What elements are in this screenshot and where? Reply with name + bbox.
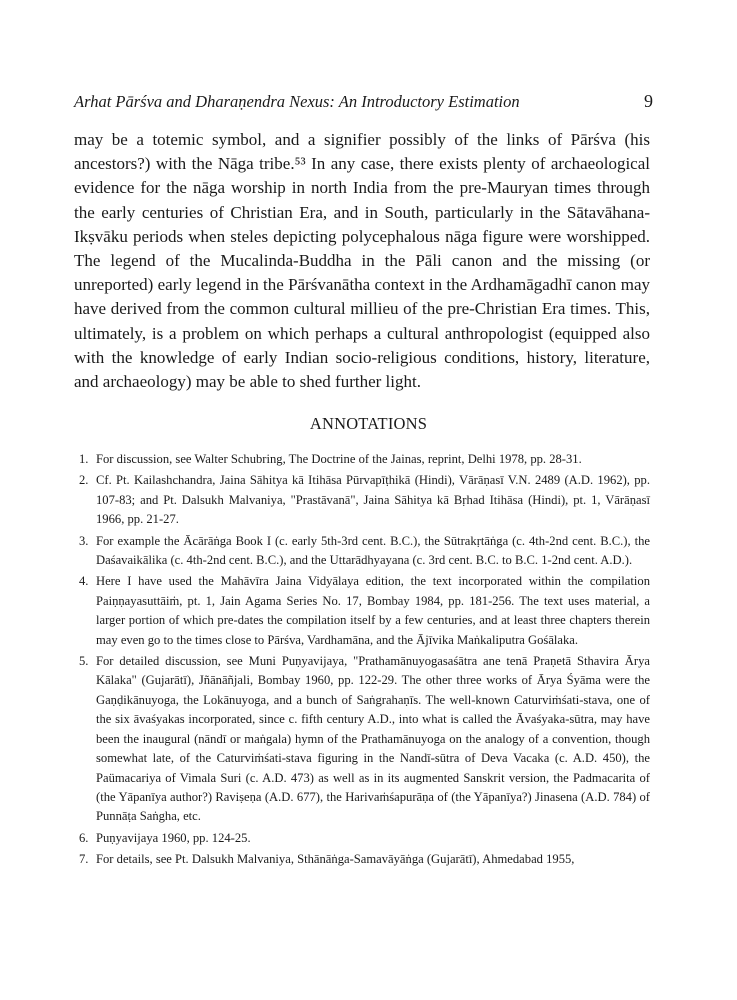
- annotation-text: Puṇyavijaya 1960, pp. 124-25.: [96, 830, 251, 845]
- annotations-list: [74, 450, 650, 872]
- annotation-text: For details, see Pt. Dalsukh Malvaniya, Sthānāṅga-Samavāyāṅga (Gujarātī), Ahmedabad 1955,: [96, 852, 575, 867]
- annotation-text: For detailed discussion, see Muni Puṇyavijaya, "Prathamānuyogasaśātra ane tenā Praṇetā Sthavira Ārya Kālaka" (Gujarātī), Jñānāñjali, Bombay 1960, pp. 122-29. The other three works of Ārya Śyāma were the Gaṇḍikānuyoga, the Lokānuyoga, and a bunch of Saṅgrahaṇīs. The well-known Caturviṁśati-stava, one of the six āvaśyakas incorporated, since c. fifth century A.D., into what is called the Āvaśyaka-sūtra, may have been the inaugural (nāndī or maṅgala) hymn of the Prathamānuyoga on the analogy of a convention, though somewhat late, of the Caturviṁśati-stava figuring in the Nandī-sūtra of Deva Vacaka (c. A.D. 450), the Paümacariya of Vimala Suri (c. A.D. 473) as well as in its augmented Sanskrit version, the Padmacarita of (the Yāpanīya author?) Raviṣeṇa (A.D. 677), the Harivaṁśapurāṇa of (the Yāpanīya?) Jinasena (A.D. 784) of Punnāṭa Saṅgha, etc.: [96, 654, 650, 824]
- annotation-text: For example the Ācārāṅga Book I (c. early 5th-3rd cent. B.C.), the Sūtrakṛtāṅga (c. 4th-2nd cent. B.C.), the Daśavaikālika (c. 4th-2nd cent. B.C.), and the Uttarādhyayana (c. 3rd cent. B.C. to B.C. 1-2nd cent. A.D.).: [96, 533, 650, 568]
- annotation-number: 4.: [79, 574, 89, 589]
- annotation-number: 7.: [79, 852, 89, 867]
- annotation-text: Here I have used the Mahāvīra Jaina Vidyālaya edition, the text incorporated within the compilation Paiṇṇayasuttāiṁ, pt. 1, Jain Agama Series No. 17, Bombay 1984, pp. 181-256. The text uses material, a larger portion of which pre-dates the compilation itself by a few centuries, and at least three chapters therein may even go to the times close to Pārśva, Vardhamāna, and the Ājīvika Maṅkaliputra Gośālaka.: [96, 574, 650, 647]
- annotation-item: [74, 450, 650, 469]
- running-head: [74, 92, 653, 116]
- annotation-text: Cf. Pt. Kailashchandra, Jaina Sāhitya kā Itihāsa Pūrvapīṭhikā (Hindi), Vārāṇasī V.N. 2489 (A.D. 1962), pp. 107-83; and Pt. Dalsukh Malvaniya, "Prastāvanā", Jaina Sāhitya kā Bṛhad Itihāsa (Hindi), pt. 1, Vārāṇasī 1966, pp. 21-27.: [96, 473, 650, 527]
- annotation-item: [74, 572, 650, 650]
- annotation-item: [74, 532, 650, 571]
- running-title: Arhat Pārśva and Dharaṇendra Nexus: An Introductory Estimation: [74, 92, 520, 111]
- annotation-number: 6.: [79, 830, 89, 845]
- annotation-text: For discussion, see Walter Schubring, The Doctrine of the Jainas, reprint, Delhi 1978, pp. 28-31.: [96, 452, 582, 466]
- annotation-number: 5.: [79, 654, 89, 669]
- annotation-number: 2.: [79, 473, 89, 488]
- annotation-item: [74, 829, 650, 848]
- body-paragraph: may be a totemic symbol, and a signifier possibly of the links of Pārśva (his ancestors?) with the Nāga tribe.⁵³ In any case, there exists plenty of archaeological evidence for the nāga worship in north India from the pre-Mauryan times through the early centuries of Christian Era, and in South, particularly in the Sātavāhana-Ikṣvāku periods when steles depicting polycephalous nāga figure were worshipped. The legend of the Mucalinda-Buddha in the Pāli canon and the missing (or unreported) early legend in the Pārśvanātha context in the Ardhamāgadhī canon may have derived from the common cultural millieu of the pre-Christian Era times. This, ultimately, is a problem on which perhaps a cultural anthropologist (equipped also with the knowledge of early Indian socio-religious conditions, history, literature, and archaeology) may be able to shed further light.: [74, 130, 650, 392]
- annotations-heading: ANNOTATIONS: [309, 414, 428, 433]
- annotation-item: [74, 850, 650, 869]
- annotation-number: 3.: [79, 533, 89, 548]
- body-text: [74, 128, 650, 394]
- annotation-item: [74, 652, 650, 827]
- annotation-item: [74, 471, 650, 529]
- annotation-number: 1.: [79, 452, 89, 466]
- page-number: 9: [644, 91, 653, 111]
